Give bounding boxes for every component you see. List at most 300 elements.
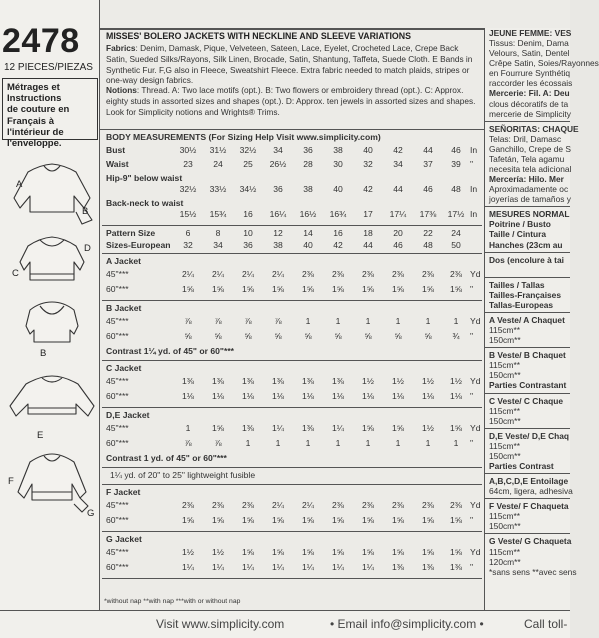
right-column-line: C Veste/ C Chaque bbox=[489, 395, 564, 406]
table-cell: ⅝ bbox=[184, 331, 192, 341]
jacket-name bbox=[106, 470, 255, 480]
table-cell: 1⅛ bbox=[362, 391, 374, 401]
body-measurements-heading bbox=[100, 132, 484, 144]
view-letter-e: E bbox=[37, 430, 44, 441]
contrast-text: Contrast 1 yd. of 45" or 60"*** bbox=[106, 453, 227, 463]
footer-email: • Email info@simplicity.com • bbox=[330, 617, 484, 631]
french-note-line: l'intérieur de bbox=[7, 126, 64, 138]
table-separator bbox=[102, 467, 482, 468]
table-cell: 1⅜ bbox=[242, 376, 254, 386]
table-separator bbox=[102, 578, 482, 579]
right-column-line: 115cm** bbox=[489, 546, 521, 557]
jacket-heading bbox=[100, 487, 484, 499]
row-label: 60"*** bbox=[106, 391, 129, 401]
table-cell: 44 bbox=[423, 145, 433, 155]
table-separator bbox=[102, 300, 482, 301]
table-cell: 1 bbox=[425, 316, 431, 326]
right-column-line: F Veste/ F Chaqueta bbox=[489, 501, 569, 512]
right-column-line: SEÑORITAS: CHAQUE bbox=[489, 123, 579, 134]
table-cell: 1⅜ bbox=[302, 423, 314, 433]
table-cell: 1½ bbox=[422, 423, 434, 433]
table-row bbox=[100, 391, 484, 403]
table-cell: 1 bbox=[275, 438, 281, 448]
right-column-line: mercerie de Simplicity bbox=[489, 108, 571, 119]
view-letter-f: F bbox=[8, 476, 14, 487]
table-cell: 30½ bbox=[179, 145, 197, 155]
notions-label: Notions bbox=[106, 85, 137, 95]
jacket-heading bbox=[100, 363, 484, 375]
table-cell: 34 bbox=[213, 240, 223, 250]
table-cell: ⅞ bbox=[184, 316, 192, 326]
table-separator bbox=[102, 253, 482, 254]
right-column-line: 115cm** bbox=[489, 325, 521, 336]
jacket-name: B Jacket bbox=[106, 303, 142, 313]
right-column-line: 115cm** bbox=[489, 360, 521, 371]
table-cell: 1¼ bbox=[332, 562, 344, 572]
table-cell: 32½ bbox=[179, 184, 197, 194]
table-cell: 17 bbox=[363, 209, 373, 219]
table-cell: 31½ bbox=[209, 145, 227, 155]
table-cell: 1½ bbox=[450, 376, 462, 386]
table-cell: 2⅜ bbox=[450, 500, 462, 510]
table-cell: 8 bbox=[215, 228, 221, 238]
table-cell: 22 bbox=[423, 228, 433, 238]
right-column-line: *sans sens **avec sens bbox=[489, 566, 577, 577]
table-row bbox=[100, 316, 484, 328]
footer-visit: Visit www.simplicity.com bbox=[156, 617, 285, 631]
table-cell: 1⅛ bbox=[212, 391, 224, 401]
right-column-line: G Veste/ G Chaqueta bbox=[489, 536, 572, 547]
table-row bbox=[100, 159, 484, 171]
fabrics-paragraph bbox=[106, 43, 480, 86]
table-cell: 16½ bbox=[299, 209, 317, 219]
jacket-heading bbox=[100, 470, 484, 482]
row-unit: Yd bbox=[470, 547, 481, 557]
table-cell: 2⅜ bbox=[422, 269, 434, 279]
table-cell: 48 bbox=[451, 184, 461, 194]
jacket-view-f-illustration bbox=[18, 454, 88, 512]
row-label: Pattern Size bbox=[106, 228, 156, 238]
table-cell: 32½ bbox=[239, 145, 257, 155]
table-separator bbox=[102, 360, 482, 361]
table-cell: 1⅝ bbox=[332, 515, 344, 525]
table-cell: 1¼ bbox=[272, 562, 284, 572]
table-cell: 1 bbox=[453, 438, 459, 448]
table-cell: 1⅝ bbox=[362, 515, 374, 525]
table-cell: 1 bbox=[365, 438, 371, 448]
right-column-line: Tissus: Denim, Dama bbox=[489, 38, 569, 49]
table-cell: 2¼ bbox=[272, 269, 284, 279]
table-cell: 1⅜ bbox=[422, 562, 434, 572]
right-column-line: JEUNE FEMME: VES bbox=[489, 28, 572, 38]
table-row bbox=[100, 228, 484, 240]
table-cell: 30 bbox=[333, 159, 343, 169]
right-column-rule bbox=[485, 347, 570, 348]
right-column-line: Mercerie: Fil. A: Deu bbox=[489, 88, 570, 99]
row-unit: " bbox=[470, 331, 474, 341]
table-cell: 1⅜ bbox=[182, 376, 194, 386]
table-cell: 1⅝ bbox=[242, 515, 254, 525]
right-column-translations bbox=[484, 28, 599, 610]
table-cell: 1¼ bbox=[242, 562, 254, 572]
table-cell: 1¼ bbox=[272, 423, 284, 433]
table-cell: 46 bbox=[451, 145, 461, 155]
table-cell: 48 bbox=[423, 240, 433, 250]
table-cell: 14 bbox=[303, 228, 313, 238]
table-cell: 1⅜ bbox=[302, 376, 314, 386]
table-cell: 1⅝ bbox=[392, 423, 404, 433]
table-cell: 17¼ bbox=[389, 209, 407, 219]
table-cell: 1 bbox=[453, 316, 459, 326]
table-cell: 1 bbox=[335, 438, 341, 448]
table-cell: 15¾ bbox=[209, 209, 227, 219]
table-row bbox=[100, 438, 484, 450]
table-cell: 1⅝ bbox=[450, 547, 462, 557]
right-column-line: Poitrine / Busto bbox=[489, 219, 551, 230]
table-cell: 1⅝ bbox=[302, 284, 314, 294]
table-cell: 1⅜ bbox=[272, 376, 284, 386]
table-cell: 38 bbox=[333, 145, 343, 155]
table-cell: 2¼ bbox=[182, 269, 194, 279]
table-cell: 42 bbox=[363, 184, 373, 194]
jacket-view-c-illustration bbox=[20, 237, 84, 280]
table-cell: 2⅜ bbox=[332, 269, 344, 279]
table-cell: 32 bbox=[183, 240, 193, 250]
table-cell: 44 bbox=[363, 240, 373, 250]
table-cell: 1½ bbox=[422, 376, 434, 386]
table-cell: 46 bbox=[393, 240, 403, 250]
table-cell: 28 bbox=[303, 159, 313, 169]
table-cell: 25 bbox=[243, 159, 253, 169]
row-label: Back-neck to waist bbox=[106, 198, 184, 208]
row-unit: " bbox=[470, 284, 474, 294]
jacket-view-a-illustration bbox=[14, 164, 92, 224]
table-cell: 1¼ bbox=[212, 562, 224, 572]
table-row bbox=[100, 562, 484, 574]
table-cell: 1¼ bbox=[362, 562, 374, 572]
table-cell: ⅞ bbox=[244, 316, 252, 326]
table-cell: 50 bbox=[451, 240, 461, 250]
row-unit: " bbox=[470, 515, 474, 525]
table-cell: 16 bbox=[333, 228, 343, 238]
table-cell: 1⅝ bbox=[450, 515, 462, 525]
table-cell: 2⅜ bbox=[392, 269, 404, 279]
table-row bbox=[100, 209, 484, 221]
table-cell: 1¼ bbox=[182, 562, 194, 572]
right-column-line: 115cm** bbox=[489, 511, 521, 522]
view-letter-g: G bbox=[87, 508, 95, 519]
table-cell: 2¼ bbox=[212, 269, 224, 279]
table-cell: ⅞ bbox=[214, 316, 222, 326]
table-cell: 1⅝ bbox=[392, 547, 404, 557]
table-cell: 34½ bbox=[239, 184, 257, 194]
table-separator bbox=[102, 531, 482, 532]
table-cell: 20 bbox=[393, 228, 403, 238]
table-cell: ⅝ bbox=[394, 331, 402, 341]
right-column-line: MESURES NORMAL bbox=[489, 209, 570, 220]
table-cell: 1 bbox=[395, 316, 401, 326]
right-column-line: raccorder les écossais bbox=[489, 78, 573, 89]
row-unit: In bbox=[470, 184, 478, 194]
right-column-line: 150cm** bbox=[489, 370, 521, 381]
right-column-line: clous décoratifs de ta bbox=[489, 98, 569, 109]
table-separator bbox=[102, 407, 482, 408]
table-cell: 2⅜ bbox=[392, 500, 404, 510]
right-column-line: Tailles / Tallas bbox=[489, 279, 545, 290]
row-label: 60"*** bbox=[106, 515, 129, 525]
table-cell: 38 bbox=[303, 184, 313, 194]
table-cell: 2⅜ bbox=[450, 269, 462, 279]
table-cell: 17½ bbox=[447, 209, 465, 219]
right-column-line: Mercería: Hilo. Mer bbox=[489, 174, 564, 185]
table-cell: 1½ bbox=[182, 547, 194, 557]
table-cell: 2¼ bbox=[302, 500, 314, 510]
fabrics-label: Fabrics bbox=[106, 43, 136, 53]
jacket-heading bbox=[100, 534, 484, 546]
table-cell: 16 bbox=[243, 209, 253, 219]
view-letter-a: A bbox=[16, 179, 23, 190]
table-cell: 1⅝ bbox=[242, 284, 254, 294]
row-label: 45"*** bbox=[106, 316, 129, 326]
right-column-line: Taille / Cintura bbox=[489, 229, 547, 240]
row-unit: Yd bbox=[470, 269, 481, 279]
table-cell: 1⅝ bbox=[362, 284, 374, 294]
pattern-title: MISSES' BOLERO JACKETS WITH NECKLINE AND SLEEVE VARIATIONS bbox=[106, 31, 411, 41]
row-label: 60"*** bbox=[106, 284, 129, 294]
right-column-line: 115cm** bbox=[489, 440, 521, 451]
right-column-line: B Veste/ B Chaquet bbox=[489, 350, 566, 361]
table-cell: 6 bbox=[185, 228, 191, 238]
table-cell: 1⅛ bbox=[450, 391, 462, 401]
table-cell: 16¼ bbox=[269, 209, 287, 219]
table-row bbox=[100, 515, 484, 527]
pattern-number: 2478 bbox=[2, 22, 80, 60]
row-unit: In bbox=[470, 145, 478, 155]
row-label: 45"*** bbox=[106, 547, 129, 557]
table-cell: 1 bbox=[335, 316, 341, 326]
table-cell: 2⅜ bbox=[332, 500, 344, 510]
table-cell: 2⅜ bbox=[302, 269, 314, 279]
right-column-line: 150cm** bbox=[489, 450, 521, 461]
table-cell: 1⅝ bbox=[450, 423, 462, 433]
table-cell: 1⅛ bbox=[422, 391, 434, 401]
row-label: Hip-9" below waist bbox=[106, 173, 183, 183]
fabrics-text: : Denim, Damask, Pique, Velveteen, Sateen, Lace, Eyelet, Crocheted Lace, Crepe Back Satin, Sueded Silks/Rayons, Silk Linen, Brocade, Satin, Shantung, Taffeta, Suede Cloth. E Bands in Synthetic Fur. F,G also in Fleece, Sweatshirt Fleece. Extra fabric needed to match plaids, stripes or one-way design fabrics. bbox=[106, 43, 473, 86]
table-cell: 1⅝ bbox=[362, 547, 374, 557]
table-cell: 1⅝ bbox=[450, 284, 462, 294]
row-unit: Yd bbox=[470, 423, 481, 433]
right-column-line: A Veste/ A Chaquet bbox=[489, 314, 565, 325]
table-row bbox=[100, 184, 484, 196]
right-column-rule bbox=[485, 312, 570, 313]
heading-text: BODY MEASUREMENTS (For Sizing Help Visit www.simplicity.com) bbox=[106, 132, 381, 142]
right-column-line: 120cm** bbox=[489, 556, 521, 567]
table-cell: 1 bbox=[245, 438, 251, 448]
right-column-line: en Fourrure Synthétiq bbox=[489, 68, 571, 79]
row-unit: Yd bbox=[470, 500, 481, 510]
table-cell: 44 bbox=[393, 184, 403, 194]
table-row bbox=[100, 145, 484, 157]
table-cell: 1½ bbox=[392, 376, 404, 386]
table-cell: 1⅝ bbox=[332, 284, 344, 294]
right-column-rule bbox=[485, 393, 570, 394]
table-cell: 1⅝ bbox=[422, 284, 434, 294]
right-column-rule bbox=[485, 121, 570, 122]
table-cell: ⅞ bbox=[184, 438, 192, 448]
right-column-line: Ganchillo, Crepe de S bbox=[489, 143, 571, 154]
interfacing-note: 1¼ yd. of 20" to 25" lightweight fusible bbox=[110, 470, 256, 480]
table-cell: ⅝ bbox=[304, 331, 312, 341]
table-cell: 40 bbox=[333, 184, 343, 194]
row-unit: Yd bbox=[470, 316, 481, 326]
footnotes: *without nap **with nap ***with or without nap bbox=[104, 598, 241, 605]
table-cell: 2⅜ bbox=[362, 269, 374, 279]
table-cell: 1⅝ bbox=[272, 284, 284, 294]
notions-paragraph bbox=[106, 85, 480, 117]
right-column-line: joyerías de tamaños y bbox=[489, 194, 571, 205]
pieces-count: 12 PIECES/PIEZAS bbox=[4, 62, 93, 73]
right-column-rule bbox=[485, 498, 570, 499]
table-separator bbox=[102, 484, 482, 485]
right-column-line: Velours, Satin, Dentel bbox=[489, 48, 570, 59]
table-cell: 1⅝ bbox=[242, 547, 254, 557]
table-cell: 1⅜ bbox=[450, 562, 462, 572]
jacket-view-d-illustration bbox=[26, 302, 78, 342]
right-column-line: Parties Contrast bbox=[489, 460, 554, 471]
row-label: 45"*** bbox=[106, 500, 129, 510]
right-column-rule bbox=[485, 252, 570, 253]
right-column-line: 150cm** bbox=[489, 415, 521, 426]
table-cell: 1¼ bbox=[302, 562, 314, 572]
jacket-name: G Jacket bbox=[106, 534, 142, 544]
row-label: 60"*** bbox=[106, 562, 129, 572]
table-row bbox=[100, 284, 484, 296]
view-letter-d: D bbox=[84, 243, 91, 254]
table-cell: 34 bbox=[273, 145, 283, 155]
table-cell: 1⅝ bbox=[422, 515, 434, 525]
jacket-name: D,E Jacket bbox=[106, 410, 150, 420]
table-cell: 1⅜ bbox=[392, 562, 404, 572]
table-cell: 1⅝ bbox=[272, 515, 284, 525]
view-letter-c: C bbox=[12, 268, 19, 279]
footer bbox=[0, 611, 570, 638]
table-cell: 2⅜ bbox=[242, 500, 254, 510]
table-cell: 33½ bbox=[209, 184, 227, 194]
table-cell: 46 bbox=[423, 184, 433, 194]
right-column-line: necesita tela adicional bbox=[489, 164, 572, 175]
table-cell: 24 bbox=[451, 228, 461, 238]
right-column-rule bbox=[485, 428, 570, 429]
row-unit: Yd bbox=[470, 376, 481, 386]
jacket-name: C Jacket bbox=[106, 363, 142, 373]
table-cell: 1⅝ bbox=[182, 515, 194, 525]
right-column-line: Dos (encolure à tai bbox=[489, 254, 564, 265]
table-cell: 1⅝ bbox=[392, 515, 404, 525]
table-cell: 1⅛ bbox=[182, 391, 194, 401]
right-column-line: 150cm** bbox=[489, 335, 521, 346]
row-label: 45"*** bbox=[106, 269, 129, 279]
table-cell: 2¼ bbox=[242, 269, 254, 279]
row-label: Bust bbox=[106, 145, 126, 155]
table-cell: 40 bbox=[303, 240, 313, 250]
right-column-line: A,B,C,D,E Entoilage bbox=[489, 476, 569, 487]
french-note-line: de couture en Français à bbox=[7, 104, 70, 127]
right-column-line: Parties Contrastant bbox=[489, 380, 567, 391]
table-row bbox=[100, 331, 484, 343]
table-cell: 36 bbox=[243, 240, 253, 250]
jacket-heading bbox=[100, 256, 484, 268]
row-unit: " bbox=[470, 159, 474, 169]
table-cell: 23 bbox=[183, 159, 193, 169]
table-cell: 34 bbox=[393, 159, 403, 169]
table-cell: 1½ bbox=[362, 376, 374, 386]
row-label: Sizes-European bbox=[106, 240, 171, 250]
table-cell: 1⅜ bbox=[242, 423, 254, 433]
contrast-row bbox=[100, 346, 484, 358]
right-column-line: Tafetán, Tela agamu bbox=[489, 153, 565, 164]
table-cell: ⅝ bbox=[334, 331, 342, 341]
table-cell: ⅞ bbox=[274, 316, 282, 326]
right-column-rule bbox=[485, 206, 570, 207]
table-cell: 2⅜ bbox=[212, 500, 224, 510]
table-cell: 32 bbox=[363, 159, 373, 169]
table-cell: 1⅝ bbox=[422, 547, 434, 557]
table-cell: 1⅛ bbox=[242, 391, 254, 401]
table-cell: 1¼ bbox=[332, 423, 344, 433]
right-column-line: Hanches (23cm au bbox=[489, 239, 563, 250]
table-cell: 1 bbox=[185, 423, 191, 433]
jacket-name: F Jacket bbox=[106, 487, 141, 497]
table-cell: 2¼ bbox=[272, 500, 284, 510]
right-column-line: 150cm** bbox=[489, 521, 521, 532]
right-column-line: Tallas-Europeas bbox=[489, 299, 554, 310]
right-column-rule bbox=[485, 277, 570, 278]
table-cell: ⅝ bbox=[274, 331, 282, 341]
table-cell: 1⅝ bbox=[302, 515, 314, 525]
table-cell: 17⅜ bbox=[419, 209, 437, 219]
table-cell: 1⅜ bbox=[332, 376, 344, 386]
table-cell: 1 bbox=[365, 316, 371, 326]
top-rule bbox=[100, 28, 484, 30]
notions-text: : Thread. A: Two lace motifs (opt.). B: Two flowers or embroidery thread (opt.). C: Approx. eighty studs in assorted sizes and shapes (opt.). D: Approx. ten jewels in assorted sizes and shapes. Look for Simplicity notions and Wrights® Trims. bbox=[106, 85, 476, 117]
table-cell: 1½ bbox=[212, 547, 224, 557]
row-unit: " bbox=[470, 562, 474, 572]
table-cell: 36 bbox=[303, 145, 313, 155]
french-note-line: Métrages et Instructions bbox=[7, 82, 62, 105]
table-cell: ⅝ bbox=[424, 331, 432, 341]
table-cell: 1⅝ bbox=[182, 284, 194, 294]
table-row bbox=[100, 547, 484, 559]
jacket-name: A Jacket bbox=[106, 256, 142, 266]
table-cell: 1⅝ bbox=[332, 547, 344, 557]
contrast-text: Contrast 1¼ yd. of 45" or 60"*** bbox=[106, 346, 235, 356]
table-cell: 1⅜ bbox=[212, 376, 224, 386]
jacket-heading bbox=[100, 303, 484, 315]
section-rule bbox=[100, 129, 484, 130]
right-column-line: 64cm, ligera, adhesiva bbox=[489, 486, 573, 497]
table-cell: 40 bbox=[363, 145, 373, 155]
row-label: 45"*** bbox=[106, 423, 129, 433]
table-row bbox=[100, 240, 484, 252]
row-unit: In bbox=[470, 209, 478, 219]
footer-call: Call toll- bbox=[524, 617, 568, 631]
right-column-line bbox=[489, 265, 570, 275]
table-cell: 42 bbox=[393, 145, 403, 155]
table-cell: ⅞ bbox=[214, 438, 222, 448]
table-cell: 37 bbox=[423, 159, 433, 169]
table-cell: 1⅝ bbox=[302, 547, 314, 557]
table-cell: 16¾ bbox=[329, 209, 347, 219]
